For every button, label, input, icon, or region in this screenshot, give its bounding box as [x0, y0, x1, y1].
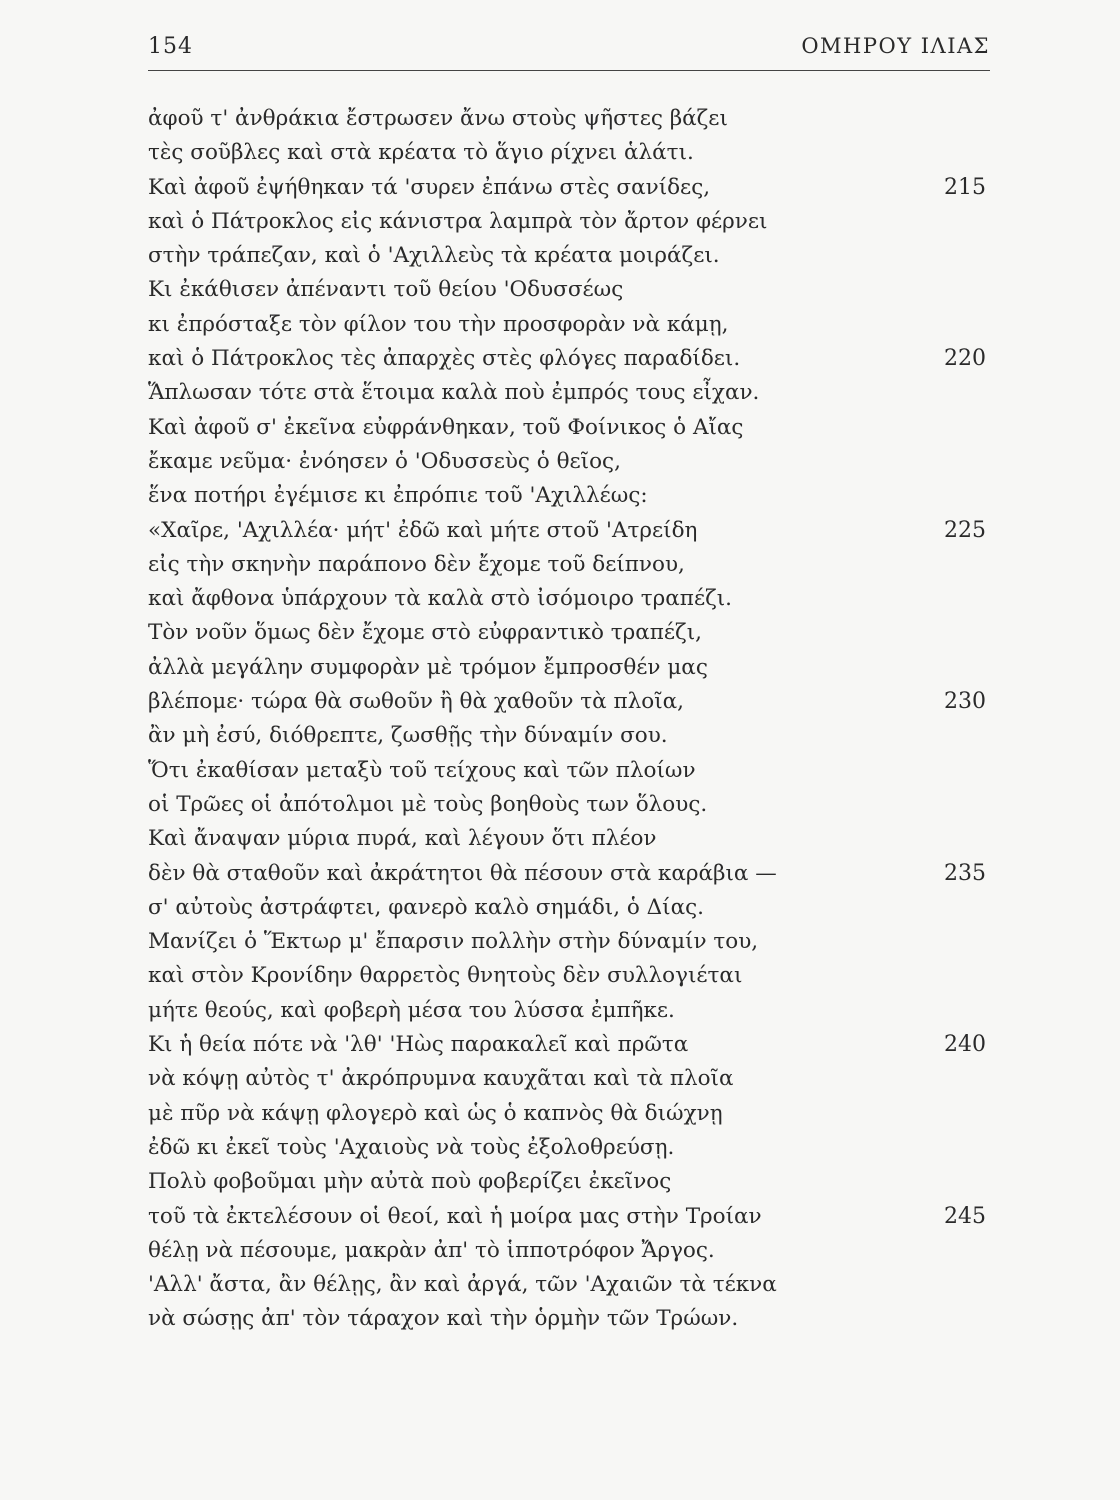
- verse-text: βλέπομε· τώρα θὰ σωθοῦν ἢ θὰ χαθοῦν τὰ πλοῖα,: [148, 689, 684, 715]
- line-number: 230: [944, 689, 986, 715]
- verse-line: [148, 548, 990, 582]
- verse-text: ἕνα ποτήρι ἐγέμισε κι ἐπρόπιε τοῦ 'Αχιλλέως:: [148, 483, 648, 509]
- verse-text: θέλῃ νὰ πέσουμε, μακρὰν ἀπ' τὸ ἱπποτρόφον Ἄργος.: [148, 1237, 715, 1263]
- line-number: 235: [944, 860, 986, 886]
- verse-block: [148, 102, 990, 1337]
- verse-line: [148, 719, 990, 753]
- verse-line: [148, 479, 990, 513]
- verse-line: [148, 205, 990, 239]
- verse-text: καὶ ὁ Πάτροκλος εἰς κάνιστρα λαμπρὰ τὸν ἄρτον φέρνει: [148, 208, 768, 234]
- verse-text: Καὶ ἀφοῦ σ' ἐκεῖνα εὐφράνθηκαν, τοῦ Φοίνικος ὁ Αἴας: [148, 414, 744, 440]
- verse-text: νὰ κόψῃ αὐτὸς τ' ἀκρόπρυμνα καυχᾶται καὶ τὰ πλοῖα: [148, 1066, 734, 1092]
- line-number: 220: [944, 346, 986, 372]
- verse-line: [148, 411, 990, 445]
- verse-text: μήτε θεούς, καὶ φοβερὴ μέσα του λύσσα ἐμπῆκε.: [148, 997, 675, 1023]
- verse-line: [148, 582, 990, 616]
- verse-line: [148, 925, 990, 959]
- verse-text: Ἅπλωσαν τότε στὰ ἕτοιμα καλὰ ποὺ ἐμπρός τους εἶχαν.: [148, 380, 760, 406]
- verse-text: καὶ ὁ Πάτροκλος τὲς ἀπαρχὲς στὲς φλόγες παραδίδει.: [148, 346, 741, 372]
- verse-line: [148, 1200, 990, 1234]
- verse-line: [148, 1302, 990, 1336]
- verse-text: Καὶ ἀφοῦ ἐψήθηκαν τά 'συρεν ἐπάνω στὲς σανίδες,: [148, 174, 711, 200]
- verse-text: Μανίζει ὁ Ἕκτωρ μ' ἔπαρσιν πολλὴν στὴν δύναμίν του,: [148, 929, 759, 955]
- verse-line: [148, 1028, 990, 1062]
- verse-line: [148, 959, 990, 993]
- verse-text: Καὶ ἄναψαν μύρια πυρά, καὶ λέγουν ὅτι πλέον: [148, 826, 657, 852]
- verse-text: εἰς τὴν σκηνὴν παράπονο δὲν ἔχομε τοῦ δείπνου,: [148, 551, 685, 577]
- verse-text: Ὅτι ἐκαθίσαν μεταξὺ τοῦ τείχους καὶ τῶν πλοίων: [148, 757, 696, 783]
- verse-text: ἂν μὴ ἐσύ, διόθρεπτε, ζωσθῇς τὴν δύναμίν σου.: [148, 723, 668, 749]
- verse-text: μὲ πῦρ νὰ κάψῃ φλογερὸ καὶ ὡς ὁ καπνὸς θὰ διώχνῃ: [148, 1100, 723, 1126]
- verse-text: σ' αὐτοὺς ἀστράφτει, φανερὸ καλὸ σημάδι, ὁ Δίας.: [148, 894, 705, 920]
- verse-line: [148, 136, 990, 170]
- verse-text: κι ἐπρόσταξε τὸν φίλον του τὴν προσφορὰν νὰ κάμῃ,: [148, 311, 729, 337]
- verse-line: [148, 308, 990, 342]
- verse-text: ἐδῶ κι ἐκεῖ τοὺς 'Αχαιοὺς νὰ τοὺς ἐξολοθρεύσῃ.: [148, 1134, 675, 1160]
- verse-line: [148, 445, 990, 479]
- verse-text: τοῦ τὰ ἐκτελέσουν οἱ θεοί, καὶ ἡ μοίρα μας στὴν Τροίαν: [148, 1203, 762, 1229]
- verse-line: [148, 822, 990, 856]
- verse-line: [148, 1268, 990, 1302]
- line-number: 240: [944, 1032, 986, 1058]
- verse-text: Τὸν νοῦν ὅμως δὲν ἔχομε στὸ εὐφραντικὸ τραπέζι,: [148, 620, 702, 646]
- verse-line: [148, 1062, 990, 1096]
- line-number: 215: [944, 174, 986, 200]
- running-title: ΟΜΗΡΟΥ ΙΛΙΑΣ: [801, 34, 990, 58]
- verse-line: [148, 376, 990, 410]
- line-number: 225: [944, 517, 986, 543]
- verse-text: Κι ἐκάθισεν ἀπέναντι τοῦ θείου 'Οδυσσέως: [148, 277, 624, 303]
- line-number: 245: [944, 1203, 986, 1229]
- verse-text: ἀλλὰ μεγάλην συμφορὰν μὲ τρόμον ἔμπροσθέν μας: [148, 654, 708, 680]
- verse-text: στὴν τράπεζαν, καὶ ὁ 'Αχιλλεὺς τὰ κρέατα μοιράζει.: [148, 243, 720, 269]
- verse-text: νὰ σώσῃς ἀπ' τὸν τάραχον καὶ τὴν ὁρμὴν τῶν Τρώων.: [148, 1306, 739, 1332]
- verse-line: [148, 994, 990, 1028]
- verse-text: 'Αλλ' ἄστα, ἂν θέλῃς, ἂν καὶ ἀργά, τῶν 'Αχαιῶν τὰ τέκνα: [148, 1272, 777, 1298]
- verse-line: [148, 616, 990, 650]
- verse-line: [148, 1131, 990, 1165]
- verse-text: καὶ ἄφθονα ὑπάρχουν τὰ καλὰ στὸ ἰσόμοιρο τραπέζι.: [148, 586, 732, 612]
- verse-line: [148, 788, 990, 822]
- verse-line: [148, 891, 990, 925]
- verse-line: [148, 514, 990, 548]
- verse-text: ἔκαμε νεῦμα· ἐνόησεν ὁ 'Οδυσσεὺς ὁ θεῖος,: [148, 448, 621, 474]
- verse-line: [148, 651, 990, 685]
- page-number: 154: [148, 34, 193, 59]
- verse-line: [148, 342, 990, 376]
- verse-line: [148, 1097, 990, 1131]
- verse-text: δὲν θὰ σταθοῦν καὶ ἀκράτητοι θὰ πέσουν στὰ καράβια —: [148, 860, 777, 886]
- verse-line: [148, 1234, 990, 1268]
- verse-line: [148, 1165, 990, 1199]
- verse-text: ἀφοῦ τ' ἀνθράκια ἔστρωσεν ἄνω στοὺς ψῆστες βάζει: [148, 106, 728, 131]
- verse-line: [148, 754, 990, 788]
- verse-text: καὶ στὸν Κρονίδην θαρρετὸς θνητοὺς δὲν συλλογιέται: [148, 963, 743, 989]
- verse-text: Κι ἡ θεία πότε νὰ 'λθ' 'Ηὼς παρακαλεῖ καὶ πρῶτα: [148, 1032, 689, 1058]
- verse-line: [148, 273, 990, 307]
- page-header: [148, 30, 990, 71]
- verse-line: [148, 857, 990, 891]
- verse-text: «Χαῖρε, 'Αχιλλέα· μήτ' ἐδῶ καὶ μήτε στοῦ 'Ατρείδη: [148, 517, 698, 543]
- verse-text: τὲς σοῦβλες καὶ στὰ κρέατα τὸ ἅγιο ρίχνει ἁλάτι.: [148, 140, 694, 166]
- verse-line: [148, 102, 990, 136]
- verse-line: [148, 685, 990, 719]
- verse-line: [148, 239, 990, 273]
- verse-text: οἱ Τρῶες οἱ ἀπότολμοι μὲ τοὺς βοηθοὺς των ὅλους.: [148, 791, 708, 817]
- verse-text: Πολὺ φοβοῦμαι μὴν αὐτὰ ποὺ φοβερίζει ἐκεῖνος: [148, 1169, 672, 1195]
- verse-line: [148, 171, 990, 205]
